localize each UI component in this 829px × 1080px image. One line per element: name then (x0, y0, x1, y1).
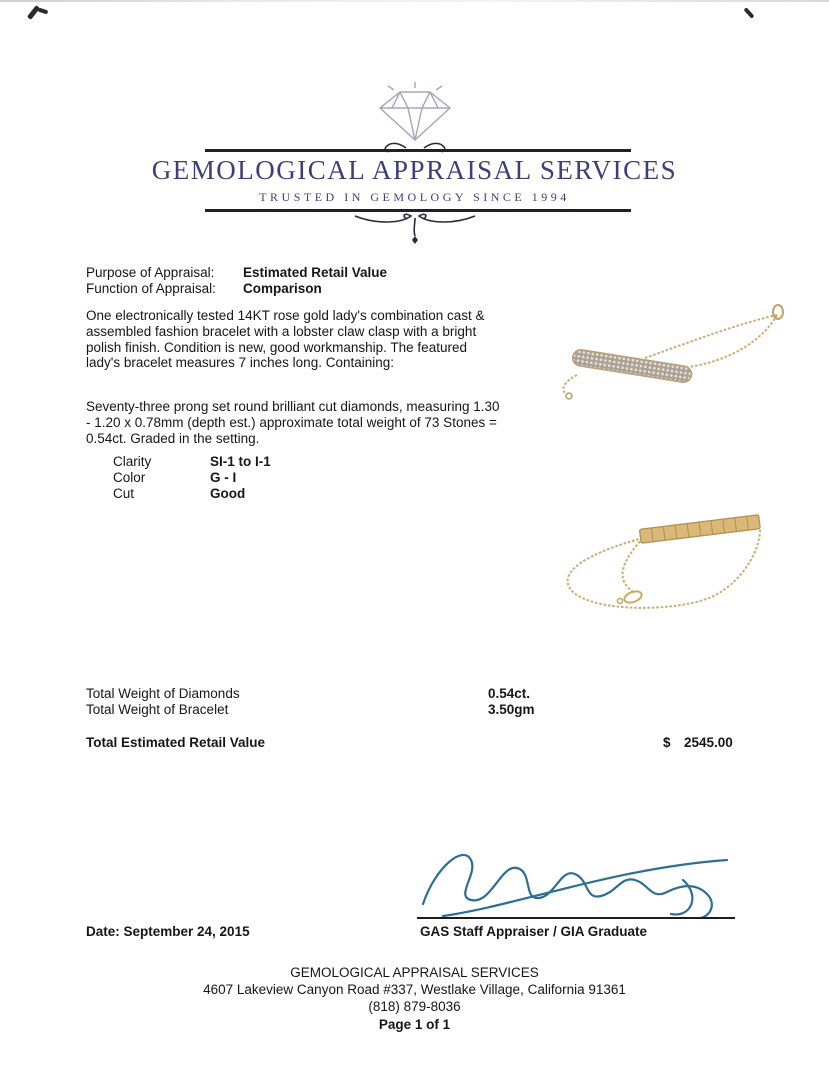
total-weight-bracelet-label: Total Weight of Bracelet (86, 702, 229, 717)
purpose-label: Purpose of Appraisal: (86, 265, 215, 280)
logo-tagline: TRUSTED IN GEMOLOGY SINCE 1994 (259, 190, 570, 204)
footer-address: 4607 Lakeview Canyon Road #337, Westlake Village, California 91361 (203, 982, 626, 997)
grade-value-cut: Good (210, 486, 246, 501)
appraiser-label: GAS Staff Appraiser / GIA Graduate (420, 924, 648, 939)
grade-label-clarity: Clarity (113, 454, 152, 469)
scan-mark-top-left-2 (38, 8, 49, 15)
total-estimated-retail-value-amount: 2545.00 (684, 735, 733, 750)
footer-company: GEMOLOGICAL APPRAISAL SERVICES (290, 965, 539, 980)
diamond-outline-icon (368, 82, 462, 154)
grade-row (113, 486, 271, 502)
grade-value-clarity: SI-1 to I-1 (210, 454, 271, 469)
date-label: Date: September 24, 2015 (86, 924, 250, 939)
bracelet-photo-top (535, 295, 795, 410)
footer (0, 964, 829, 1033)
grade-row (113, 454, 271, 470)
signature-line (417, 917, 735, 919)
bracelet-photo-bottom (523, 500, 808, 625)
grade-row (113, 470, 271, 486)
scan-edge-artifact (0, 0, 829, 2)
currency-symbol: $ (663, 735, 671, 750)
signature-image (415, 838, 735, 923)
logo-rule-top (205, 149, 631, 152)
footer-phone: (818) 879-8036 (368, 999, 461, 1014)
total-weight-diamonds-label: Total Weight of Diamonds (86, 686, 240, 701)
purpose-value: Estimated Retail Value (243, 265, 388, 280)
grades-table (113, 454, 271, 502)
description-paragraph-1: One electronically tested 14KT rose gold lady's combination cast & assembled fashion bracelet with a lobster claw clasp with a bright polish finish. Condition is new, good workmanship. The featured lady's bracelet measures 7 inches long. Containing: (86, 308, 485, 371)
grade-label-color: Color (113, 470, 146, 485)
function-value: Comparison (243, 281, 322, 296)
total-estimated-retail-value-label: Total Estimated Retail Value (86, 735, 266, 750)
footer-page-number: Page 1 of 1 (378, 1017, 451, 1032)
description-paragraph-2: Seventy-three prong set round brilliant cut diamonds, measuring 1.30 - 1.20 x 0.78mm (depth est.) approximate total weight of 73 Stones = 0.54ct. Graded in the setting. (86, 399, 500, 446)
logo-title: GEMOLOGICAL APPRAISAL SERVICES (151, 155, 678, 185)
grade-value-color: G - I (210, 470, 237, 485)
total-weight-diamonds-value: 0.54ct. (488, 686, 531, 701)
function-label: Function of Appraisal: (86, 281, 216, 296)
scan-mark-top-right (743, 7, 754, 19)
total-weight-bracelet-value: 3.50gm (488, 702, 535, 717)
scroll-flourish-icon (345, 210, 485, 244)
grade-label-cut: Cut (113, 486, 135, 501)
